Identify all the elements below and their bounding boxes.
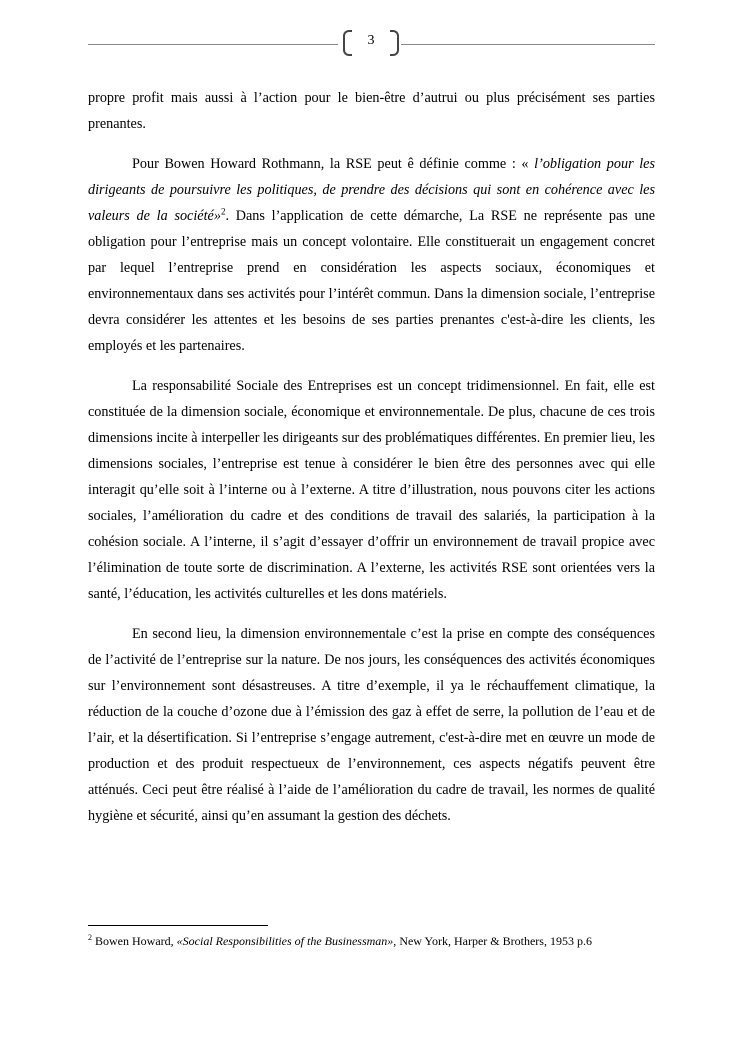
footnote-author: Bowen Howard,	[92, 934, 177, 948]
footnote-publisher: New York, Harper & Brothers, 1953 p.6	[396, 934, 592, 948]
paragraph-2-rest: . Dans l’application de cette démarche, La RSE ne représente pas une obligation pour l’entreprise mais un concept volontaire. Elle constituerait un engagement concret par lequel l’entreprise prend en considération les aspects sociaux, économiques et environnementaux dans ses activités pour l’intérêt commun. Dans la dimension sociale, l’entreprise devra considérer les attentes et les besoins de ses parties prenantes c'est-à-dire les clients, les employés et les partenaires.	[88, 208, 655, 354]
right-bracket-icon	[390, 30, 399, 56]
footnote-separator	[88, 925, 268, 926]
header-rule-right	[401, 44, 655, 45]
bowen-quote: l’obligation pour les dirigeants de poursuivre les politiques, de prendre des décisions qui sont en cohérence avec les valeurs de la société	[88, 156, 655, 224]
footnote-title: «Social Responsibilities of the Businessman»,	[176, 934, 397, 948]
paragraph-3: La responsabilité Sociale des Entreprises est un concept tridimensionnel. En fait, elle est constituée de la dimension sociale, économique et environnementale. De plus, chacune de ces trois dimensions incite à interpeller les dirigeants sur des problématiques différentes. En premier lieu, les dimensions sociales, l’entreprise est tenue à considérer le bien être des personnes avec qui elle interagit qu’elle soit à l’interne ou à l’externe. A titre d’illustration, nous pouvons citer les actions sociales, l’amélioration du cadre et des conditions de travail des salariés, la participation à la cohésion sociale. A l’interne, il s’agit d’essayer d’offrir un environnement de travail propice avec l’élimination de toute sorte de discrimination. A l’externe, les activités RSE sont orientées vers la santé, l’éducation, les activités culturelles et les dons matériels.	[88, 378, 655, 602]
body-text	[88, 85, 655, 843]
header-rule-left	[88, 44, 338, 45]
page-number: 3	[367, 33, 375, 48]
footnote	[88, 933, 688, 949]
paragraph-2	[88, 151, 655, 359]
paragraph-4: En second lieu, la dimension environnementale c’est la prise en compte des conséquences de l’activité de l’entreprise sur la nature. De nos jours, les conséquences des activités économiques sur l’environnement sont désastreuses. A titre d’exemple, il ya le réchauffement climatique, la réduction de la couche d’ozone due à l’émission des gaz à effet de serre, la pollution de l’eau et de l’air, et la désertification. Si l’entreprise s’engage autrement, c'est-à-dire met en œuvre un mode de production et des produit respectueux de l’environnement, ces aspects négatifs peuvent être atténués. Ceci peut être réalisé à l’aide de l’amélioration du cadre de travail, les normes de qualité hygiène et sécurité, ainsi qu’en assumant la gestion des déchets.	[88, 626, 655, 824]
page-header	[88, 30, 655, 60]
paragraph-1: propre profit mais aussi à l’action pour le bien-être d’autrui ou plus précisément ses parties prenantes.	[88, 90, 655, 132]
quote-close: »	[213, 208, 221, 224]
paragraph-2-intro: Pour Bowen Howard Rothmann, la RSE peut ê définie comme : «	[132, 156, 535, 172]
footnote-number: 2	[88, 933, 92, 942]
footnote-ref: 2	[220, 206, 226, 217]
left-bracket-icon	[343, 30, 352, 56]
